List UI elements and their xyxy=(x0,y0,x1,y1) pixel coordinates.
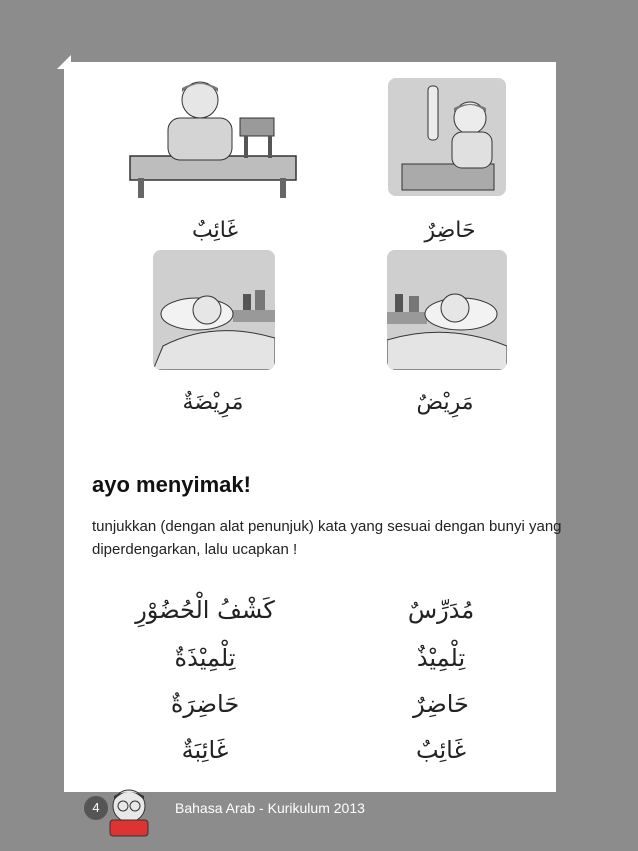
list-word-left-3: حَاضِرَةٌ xyxy=(170,690,240,718)
vocab-word-sick-female: مَرِيْضَةٌ xyxy=(182,390,244,415)
footer-book-title: Bahasa Arab - Kurikulum 2013 xyxy=(175,800,365,816)
vocab-word-present: حَاضِرٌ xyxy=(424,218,476,243)
absent-boy-illustration xyxy=(128,78,300,200)
vocab-word-sick-male: مَرِيْضٌ xyxy=(416,390,474,415)
list-word-right-3: حَاضِرٌ xyxy=(413,690,469,718)
list-word-right-1: مُدَرِّسٌ xyxy=(407,596,475,624)
vocab-word-absent: غَائِبٌ xyxy=(192,218,238,243)
present-boy-illustration xyxy=(388,78,506,196)
list-word-right-2: تِلْمِيْذٌ xyxy=(416,644,466,672)
list-word-left-1: كَشْفُ الْحُضُوْرِ xyxy=(135,596,275,624)
page-number: 4 xyxy=(84,796,108,820)
instruction-text: tunjukkan (dengan alat penunjuk) kata yang sesuai dengan bunyi yang diperdengarkan, lalu ucapkan ! xyxy=(92,518,562,558)
mascot-reading-icon xyxy=(104,786,154,838)
list-word-left-2: تِلْمِيْذَةٌ xyxy=(174,644,236,672)
section-heading: ayo menyimak! xyxy=(92,472,251,497)
sick-boy-illustration xyxy=(387,250,507,370)
list-word-right-4: غَائِبٌ xyxy=(415,736,467,764)
list-word-left-4: غَائِبَةٌ xyxy=(181,736,229,764)
sick-girl-illustration xyxy=(153,250,275,370)
